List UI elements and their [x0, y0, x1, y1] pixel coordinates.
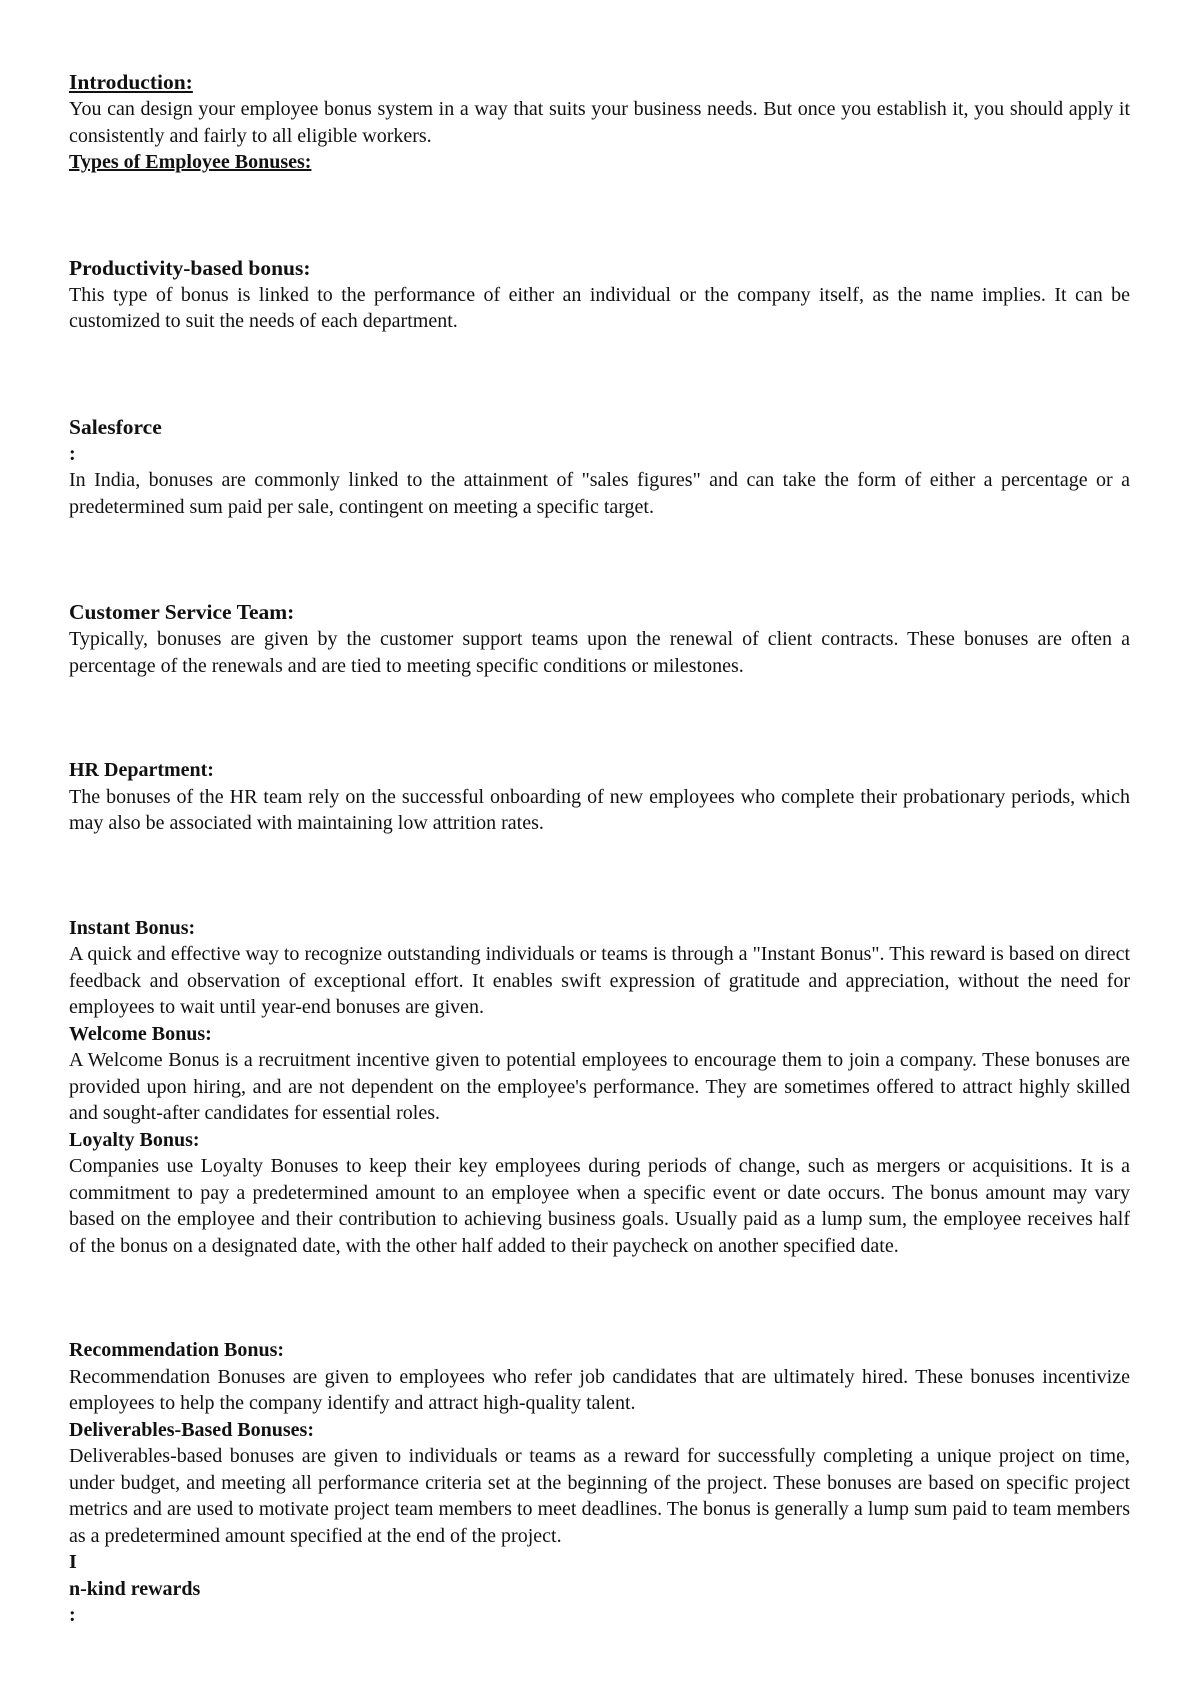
hr-paragraph: The bonuses of the HR team rely on the successful onboarding of new employees who complete their probationary periods, which may also be associated with maintaining low attrition rates. [69, 785, 1130, 834]
document-page [69, 68, 1130, 1629]
instant-paragraph: A quick and effective way to recognize outstanding individuals or teams is through a "Instant Bonus". This reward is based on direct feedback and observation of exceptional effort. It enables swift expression of gratitude and appreciation, without the need for employees to wait until year-end bonuses are given. [69, 943, 1130, 1018]
loyalty-heading: Loyalty Bonus: [69, 1128, 200, 1151]
recommendation-paragraph: Recommendation Bonuses are given to employees who refer job candidates that are ultimately hired. These bonuses incentivize employees to help the company identify and attract high-quality talent. [69, 1365, 1130, 1414]
welcome-paragraph: A Welcome Bonus is a recruitment incentive given to potential employees to encourage them to join a company. These bonuses are provided upon hiring, and are not dependent on the employee's performance. They are sometimes offered to attract highly skilled and sought-after candidates for essential roles. [69, 1049, 1130, 1124]
salesforce-colon: : [69, 442, 76, 465]
loyalty-paragraph: Companies use Loyalty Bonuses to keep their key employees during periods of change, such as mergers or acquisitions. It is a commitment to pay a predetermined amount to an employee when a specific event or date occurs. The bonus amount may vary based on the employee and their contribution to achieving business goals. Usually paid as a lump sum, the employee receives half of the bonus on a designated date, with the other half added to their paycheck on another specified date. [69, 1155, 1130, 1257]
spacer [69, 335, 1130, 413]
instant-heading: Instant Bonus: [69, 916, 196, 939]
spacer [69, 1259, 1130, 1337]
customer-service-heading: Customer Service Team: [69, 600, 295, 624]
salesforce-heading: Salesforce [69, 414, 162, 439]
productivity-heading: Productivity-based bonus: [69, 255, 311, 280]
inkind-heading-part2: n-kind rewards [69, 1577, 201, 1600]
intro-paragraph: You can design your employee bonus system in a way that suits your business needs. But once you establish it, you should apply it consistently and fairly to all eligible workers. [69, 98, 1130, 147]
salesforce-paragraph: In India, bonuses are commonly linked to the attainment of "sales figures" and can take the form of either a percentage or a predetermined sum paid per sale, contingent on meeting a specific target. [69, 469, 1130, 518]
inkind-colon: : [69, 1604, 76, 1626]
deliverables-heading: Deliverables-Based Bonuses: [69, 1418, 314, 1441]
inkind-heading-part1: I [69, 1551, 77, 1573]
deliverables-paragraph: Deliverables-based bonuses are given to individuals or teams as a reward for successfully completing a unique project on time, under budget, and meeting all performance criteria set at the beginning of the project. These bonuses are based on specific project metrics and are used to motivate project team members to meet deadlines. The bonus is generally a lump sum paid to team members as a predetermined amount specified at the end of the project. [69, 1445, 1130, 1547]
spacer [69, 679, 1130, 757]
customer-service-paragraph: Typically, bonuses are given by the customer support teams upon the renewal of client contracts. These bonuses are often a percentage of the renewals and are tied to meeting specific conditions or milestones. [69, 628, 1130, 677]
recommendation-heading: Recommendation Bonus: [69, 1339, 285, 1361]
spacer [69, 176, 1130, 254]
intro-heading: Introduction: [69, 70, 193, 94]
productivity-paragraph: This type of bonus is linked to the performance of either an individual or the company itself, as the name implies. It can be customized to suit the needs of each department. [69, 283, 1130, 332]
types-heading: Types of Employee Bonuses: [69, 151, 312, 173]
spacer [69, 837, 1130, 915]
hr-heading: HR Department: [69, 759, 214, 781]
spacer [69, 520, 1130, 598]
welcome-heading: Welcome Bonus: [69, 1022, 212, 1045]
